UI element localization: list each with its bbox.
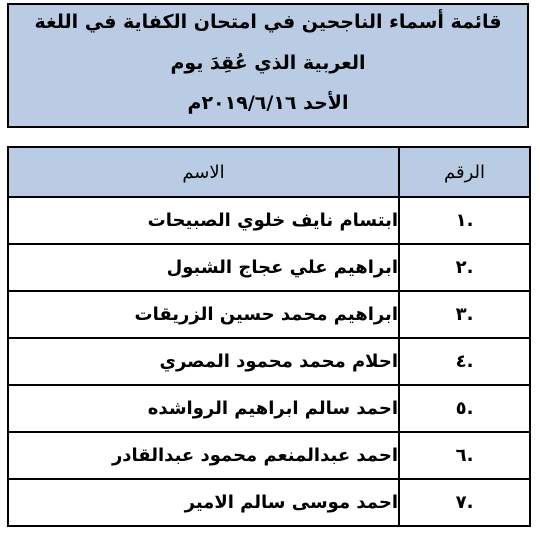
- row-number: .١: [399, 197, 530, 244]
- table-row: [8, 291, 530, 338]
- title-line-2: العربية الذي عُقِدَ يوم: [170, 52, 366, 74]
- table-row: [8, 338, 530, 385]
- table-row: [8, 197, 530, 244]
- table-row: [8, 432, 530, 479]
- row-number: .٦: [399, 432, 530, 479]
- row-number: .٢: [399, 244, 530, 291]
- row-name: ابراهيم علي عجاج الشبول: [8, 244, 399, 291]
- table-header-row: [8, 147, 530, 197]
- column-header-name: الاسم: [8, 147, 399, 197]
- row-number: .٤: [399, 338, 530, 385]
- row-name: احمد عبدالمنعم محمود عبدالقادر: [8, 432, 399, 479]
- row-name: احمد سالم ابراهيم الرواشده: [8, 385, 399, 432]
- row-number: .٣: [399, 291, 530, 338]
- table-row: [8, 385, 530, 432]
- row-name: ابتسام نايف خلوي الصبيحات: [8, 197, 399, 244]
- document-title-box: [7, 3, 529, 128]
- row-name: ابراهيم محمد حسين الزريقات: [8, 291, 399, 338]
- row-name: احلام محمد محمود المصري: [8, 338, 399, 385]
- row-number: .٧: [399, 479, 530, 526]
- table-row: [8, 479, 530, 526]
- row-name: احمد موسى سالم الامير: [8, 479, 399, 526]
- title-line-1: قائمة أسماء الناجحين في امتحان الكفاية في اللغة: [34, 11, 502, 33]
- column-header-number: الرقم: [399, 147, 530, 197]
- title-date-line: الأحد ٢٠١٩/٦/١٦م: [187, 92, 349, 114]
- table-row: [8, 244, 530, 291]
- passed-students-table: [7, 146, 531, 527]
- row-number: .٥: [399, 385, 530, 432]
